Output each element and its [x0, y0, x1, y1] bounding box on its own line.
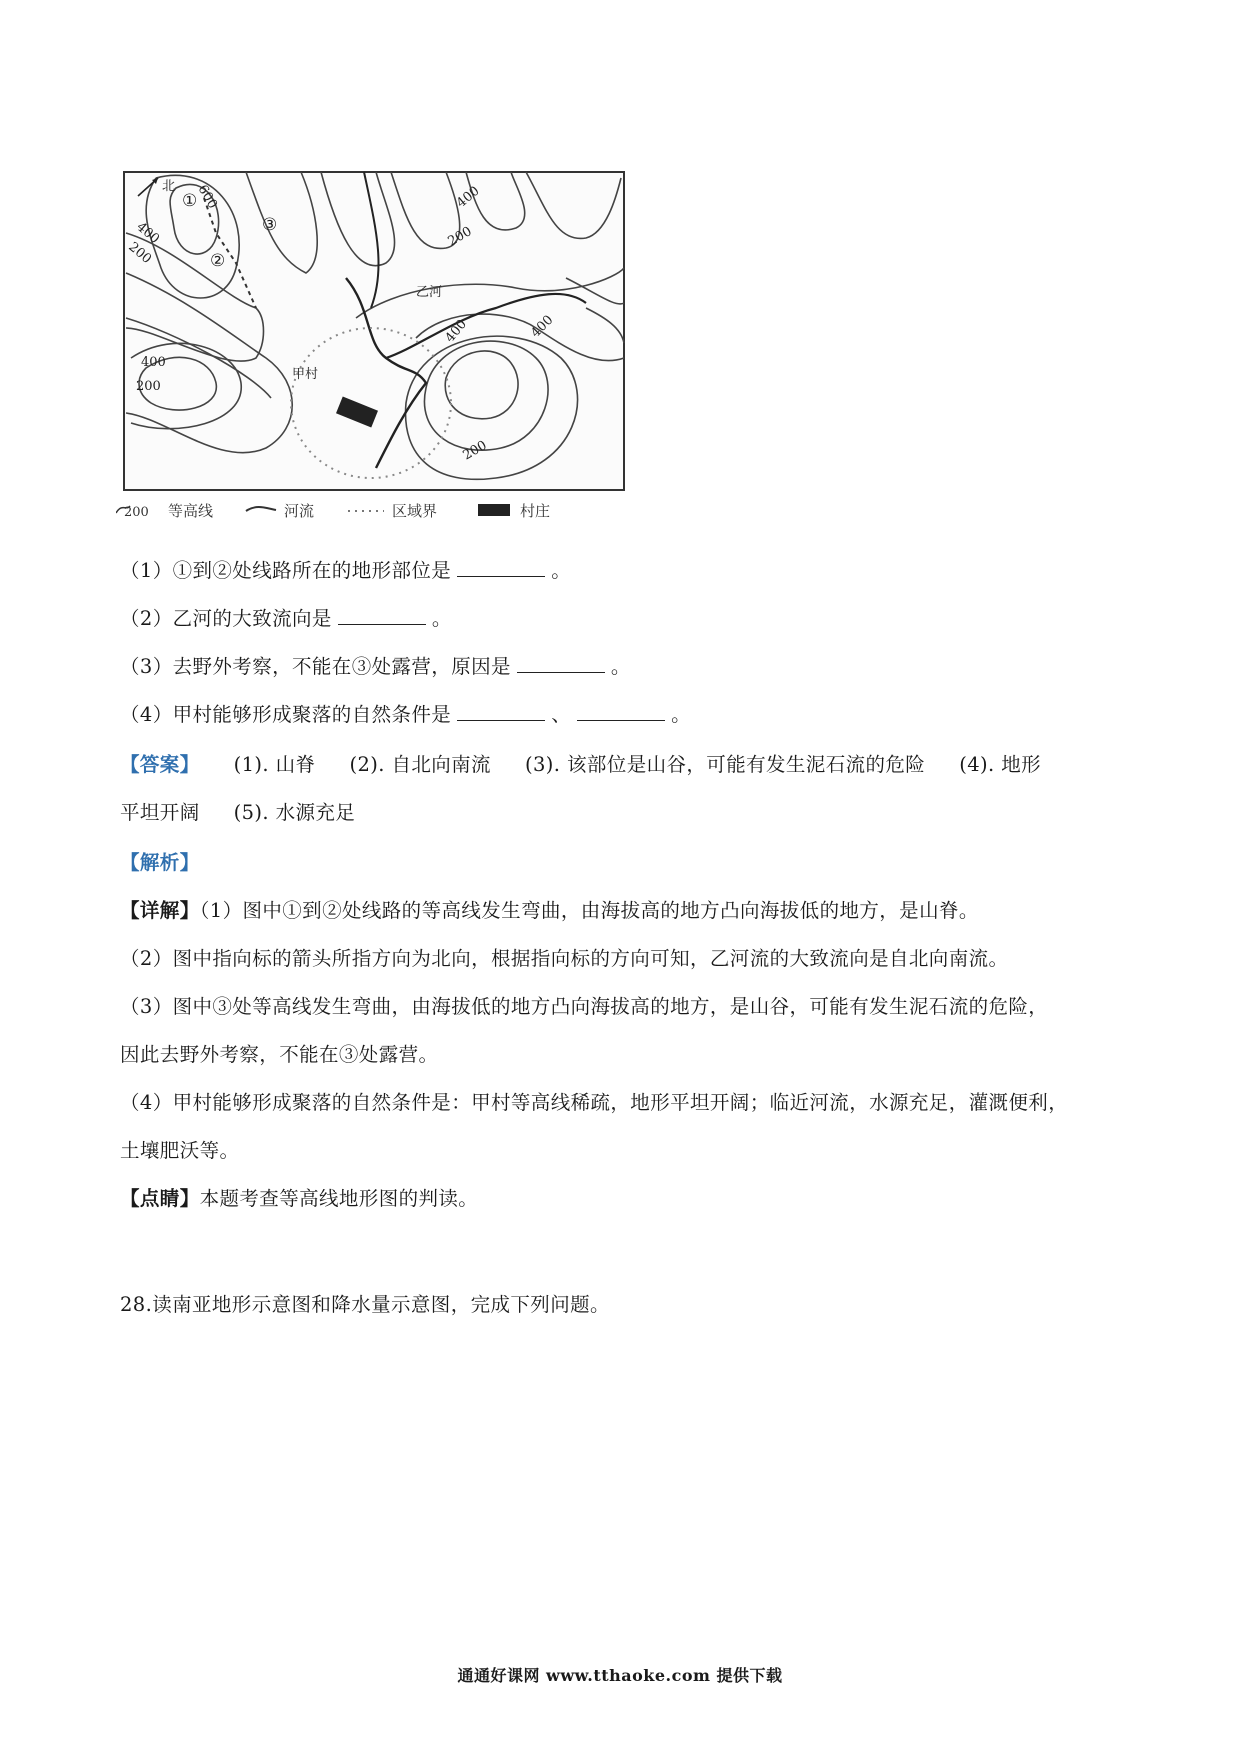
- detail-1: [120, 898, 979, 924]
- question-1-suffix: 。: [551, 559, 572, 582]
- detail-3b: 因此去野外考察，不能在③处露营。: [120, 1043, 439, 1066]
- answer-tag: 【答案】: [120, 753, 200, 776]
- comment-tag: 【点睛】: [120, 1187, 200, 1210]
- contour-map: [116, 168, 636, 528]
- answer-item-2: (2). 自北向南流: [349, 753, 491, 776]
- detail-2: （2）图中指向标的箭头所指方向为北向，根据指向标的方向可知，乙河流的大致流向是自北向南流。: [120, 947, 1009, 970]
- point-2-label: ②: [210, 251, 226, 271]
- answer-blank: [457, 702, 545, 721]
- question-4-separator: 、: [551, 703, 572, 726]
- legend-contour: 等高线: [168, 502, 214, 520]
- contour-label: 400: [453, 183, 483, 212]
- question-4-text: （4）甲村能够形成聚落的自然条件是: [120, 703, 452, 726]
- question-1: [120, 558, 571, 584]
- village-label: 甲村: [292, 367, 319, 382]
- contour-label: 400: [442, 316, 471, 346]
- answer-blank: [457, 558, 545, 577]
- detail-1-text: （1）图中①到②处线路的等高线发生弯曲，由海拔高的地方凸向海拔低的地方，是山脊。: [199, 899, 979, 922]
- comment-text: 本题考查等高线地形图的判读。: [199, 1187, 479, 1210]
- answer-item-5: (5). 水源充足: [233, 801, 356, 824]
- question-3-suffix: 。: [610, 655, 631, 678]
- point-3-label: ③: [262, 215, 278, 235]
- next-question: 28.读南亚地形示意图和降水量示意图，完成下列问题。: [120, 1293, 610, 1316]
- question-3: [120, 654, 631, 680]
- map-legend: [116, 502, 550, 520]
- contour-label: 200: [125, 239, 155, 268]
- answer-item-4: (4). 地形: [959, 753, 1042, 776]
- contour-label: 200: [136, 379, 161, 394]
- legend-river: 河流: [284, 502, 315, 520]
- detail-4a: （4）甲村能够形成聚落的自然条件是：甲村等高线稀疏，地形平坦开阔；临近河流，水源充足，灌溉便利，: [120, 1091, 1069, 1114]
- question-1-text: （1）①到②处线路所在的地形部位是: [120, 559, 452, 582]
- contour-label: 400: [133, 219, 163, 248]
- answer-blank: [517, 654, 605, 673]
- legend-village: 村庄: [520, 502, 551, 520]
- point-1-label: ①: [182, 191, 198, 211]
- analysis-tag: 【解析】: [120, 851, 200, 874]
- contour-label: 400: [528, 312, 557, 341]
- answer-item-4-cont: 平坦开阔: [120, 801, 200, 824]
- question-3-text: （3）去野外考察，不能在③处露营，原因是: [120, 655, 511, 678]
- question-4: [120, 702, 691, 728]
- legend-boundary: 区域界: [392, 502, 438, 520]
- answer-blank: [577, 702, 665, 721]
- detail-4b: 土壤肥沃等。: [120, 1139, 240, 1162]
- detail-tag: 【详解】: [120, 899, 200, 922]
- answer-item-1: (1). 山脊: [233, 753, 316, 776]
- page-footer: 通通好课网 www.tthaoke.com 提供下载: [457, 1666, 783, 1685]
- question-4-suffix: 。: [671, 703, 692, 726]
- legend-contour-sample: 200: [124, 505, 149, 520]
- contour-label: 600: [194, 182, 220, 212]
- comment: [120, 1186, 478, 1212]
- north-label: 北: [162, 179, 176, 194]
- contour-map-figure: [116, 168, 636, 528]
- village-legend-swatch: [478, 504, 510, 516]
- answer-blank: [338, 606, 426, 625]
- contour-label: 200: [445, 224, 475, 250]
- contour-label: 200: [460, 438, 490, 464]
- answer-item-3: (3). 该部位是山谷，可能有发生泥石流的危险: [524, 753, 926, 776]
- question-2-text: （2）乙河的大致流向是: [120, 607, 332, 630]
- answer-line-1: [120, 752, 1041, 778]
- answer-line-2: [120, 800, 355, 826]
- river-label: 乙河: [416, 285, 443, 300]
- question-2-suffix: 。: [431, 607, 452, 630]
- contour-label: 400: [141, 355, 166, 370]
- detail-3a: （3）图中③处等高线发生弯曲，由海拔低的地方凸向海拔高的地方，是山谷，可能有发生泥石流的危险，: [120, 995, 1049, 1018]
- question-2: [120, 606, 452, 632]
